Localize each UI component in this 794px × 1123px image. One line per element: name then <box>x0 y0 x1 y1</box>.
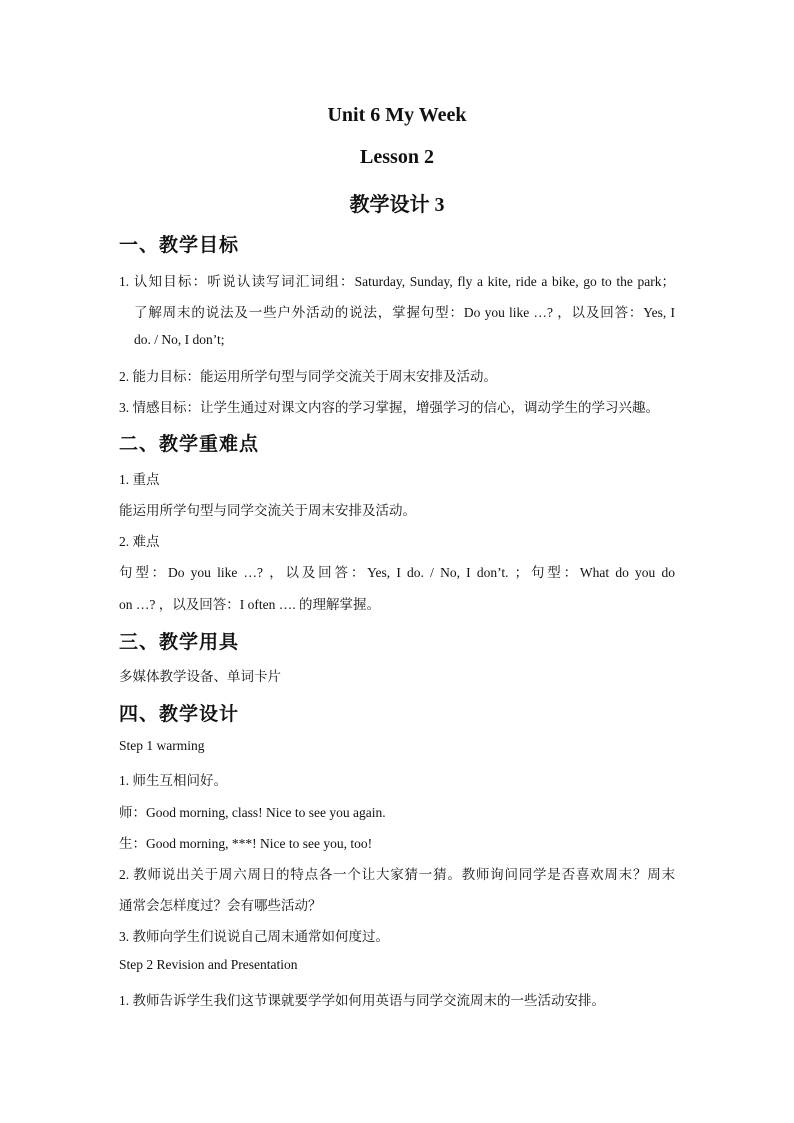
section-heading-tools: 三、教学用具 <box>119 632 240 653</box>
student-line: 生：Good morning, ***! Nice to see you, too! <box>119 836 373 851</box>
lesson-title: Lesson 2 <box>360 146 434 168</box>
objective-ability: 2. 能力目标：能运用所学句型与同学交流关于周末安排及活动。 <box>119 369 497 384</box>
teacher-line: 师：Good morning, class! Nice to see you again. <box>119 805 386 820</box>
tools-text: 多媒体教学设备、单词卡片 <box>119 669 281 684</box>
step1-heading: Step 1 warming <box>119 738 205 753</box>
step1-item2-line1: 2. 教师说出关于周六周日的特点各一个让大家猜一猜。教师询问同学是否喜欢周末？周末 <box>119 867 675 882</box>
step1-item1: 1. 师生互相问好。 <box>119 773 227 788</box>
design-title: 教学设计 3 <box>349 194 445 216</box>
difficulty-label: 2. 难点 <box>119 534 160 549</box>
objective-cognitive-line2: 了解周末的说法及一些户外活动的说法，掌握句型：Do you like …? ，以及回答：Yes, I <box>134 305 675 320</box>
key-point-label: 1. 重点 <box>119 472 160 487</box>
section-heading-key-points: 二、教学重难点 <box>119 434 260 455</box>
unit-title: Unit 6 My Week <box>327 104 467 126</box>
difficulty-text-line2: on …? ，以及回答：I often …. 的理解掌握。 <box>119 597 380 612</box>
objective-cognitive-line1: 1. 认知目标：听说认读写词汇词组：Saturday, Sunday, fly a kite, ride a bike, go to the park； <box>119 274 675 289</box>
objective-emotion: 3. 情感目标：让学生通过对课文内容的学习掌握，增强学习的信心，调动学生的学习兴趣。 <box>119 400 659 415</box>
step2-heading: Step 2 Revision and Presentation <box>119 957 298 972</box>
step1-item2-line2: 通常会怎样度过？会有哪些活动？ <box>119 898 322 913</box>
section-heading-objectives: 一、教学目标 <box>119 235 240 256</box>
difficulty-text-line1: 句型：Do you like …? ，以及回答：Yes, I do. / No, I don’t. ；句型：What do you do <box>119 565 675 580</box>
key-point-text: 能运用所学句型与同学交流关于周末安排及活动。 <box>119 503 416 518</box>
step1-item3: 3. 教师向学生们说说自己周末通常如何度过。 <box>119 929 389 944</box>
section-heading-design: 四、教学设计 <box>119 704 240 725</box>
step2-item1: 1. 教师告诉学生我们这节课就要学学如何用英语与同学交流周末的一些活动安排。 <box>119 993 605 1008</box>
objective-cognitive-line3: do. / No, I don’t; <box>134 332 225 347</box>
